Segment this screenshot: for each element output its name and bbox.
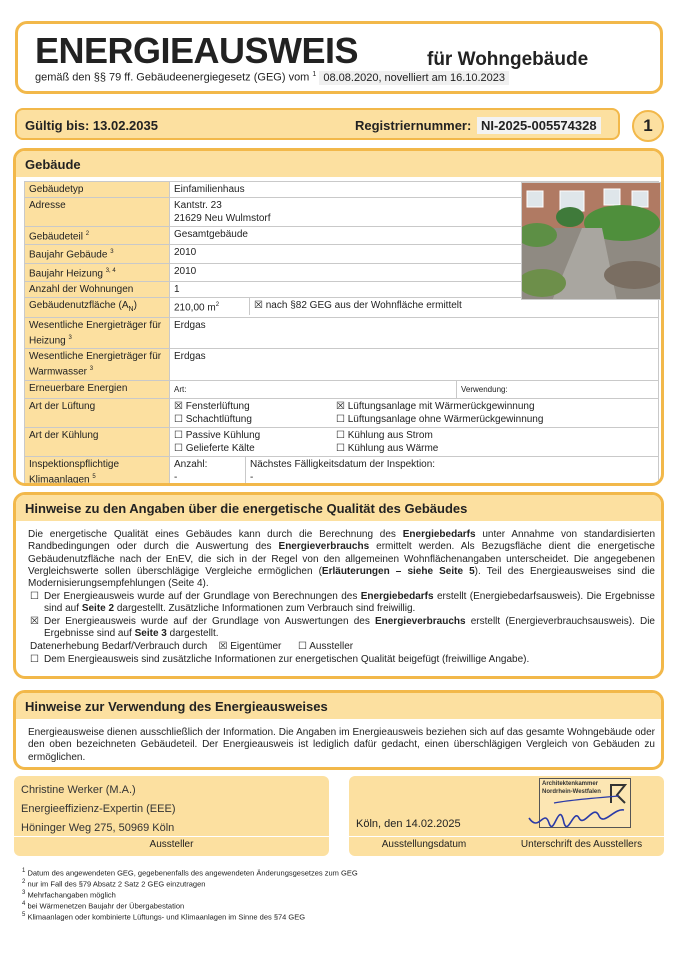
aussteller-checkbox[interactable]: ☐ (298, 641, 307, 652)
lueftung-cell (170, 398, 659, 427)
registration-number: NI-2025-005574328 (477, 117, 601, 134)
issuer-address: Höninger Weg 275, 50969 Köln (21, 822, 175, 834)
flaeche-note: nach §82 GEG aus der Wohnfläche ermittelt (265, 299, 462, 311)
document-header (15, 21, 663, 94)
footnote-4-number: 4 (22, 901, 26, 907)
option-zusatz-text: Dem Energieausweis sind zusätzliche Informationen zur energetischen Qualität beigefügt (freiwillige Angabe). (44, 654, 530, 665)
valid-value: 13.02.2035 (92, 118, 158, 133)
table-row (25, 297, 659, 317)
law-footnote-mark: 1 (312, 71, 317, 78)
signature-box (349, 776, 664, 856)
et-ww-label-text: Wesentliche Energieträger für Warmwasser (29, 351, 162, 378)
baujahr-label (25, 245, 170, 263)
erneuerbar-label: Erneuerbare Energien (25, 380, 170, 398)
flaeche-label-b: ) (133, 299, 137, 311)
law-dates: 08.08.2020, novelliert am 16.10.2023 (319, 71, 509, 85)
erneuerbar-art: Art: (170, 381, 457, 398)
option-verbrauch-b: Energieverbrauchs (374, 616, 466, 627)
footnote-2 (22, 878, 662, 889)
datenerhebung (30, 641, 655, 653)
heizung-sup: 3, 4 (105, 267, 116, 274)
option-bedarf-a: Der Energieausweis wurde auf der Grundlage von Berechnungen des (44, 591, 361, 602)
wohnungen-label: Anzahl der Wohnungen (25, 281, 170, 297)
valid-until (25, 118, 158, 134)
kuehlung-1-checkbox[interactable]: ☐ (336, 429, 345, 441)
heizung-label (25, 263, 170, 281)
table-row (25, 317, 659, 348)
building-section (13, 148, 664, 486)
hinweise-intro (28, 529, 655, 590)
klima-cell (170, 456, 659, 486)
lueftung-2-checkbox[interactable]: ☐ (174, 413, 183, 425)
erneuerbar-verwendung: Verwendung: (461, 384, 508, 394)
flaeche-cell (170, 297, 659, 317)
issue-date: Köln, den 14.02.2025 (356, 818, 461, 830)
option-zusatz-checkbox[interactable]: ☐ (30, 654, 39, 665)
table-row (25, 398, 659, 427)
option-verbrauch-d: Seite 3 (134, 628, 167, 640)
option-bedarf-b: Energiebedarfs (360, 591, 434, 602)
adresse-line1: Kantstr. 23 (174, 200, 222, 211)
footnote-2-number: 2 (22, 879, 26, 885)
option-verbrauch-c: erstellt (Energieverbrauchsausweis). Die Ergebnisse sind auf (44, 616, 655, 640)
kuehlung-cell (170, 427, 659, 456)
klima-datum-label: Nächstes Fälligkeitsdatum der Inspektion: (250, 458, 436, 470)
kuehlung-1-label: Kühlung aus Strom (347, 429, 433, 441)
law-prefix: gemäß den §§ 79 ff. Gebäudeenergiegesetz (GEG) vom (35, 71, 310, 84)
kuehlung-3-label: Kühlung aus Wärme (347, 442, 439, 454)
eigentuemer-label: Eigentümer (230, 641, 282, 652)
option-bedarf (30, 591, 655, 616)
lueftung-3-checkbox[interactable]: ☐ (336, 413, 345, 425)
teil-label (25, 227, 170, 245)
lueftung-1-checkbox[interactable]: ☒ (336, 400, 345, 412)
lueftung-0-label: Fensterlüftung (185, 400, 250, 412)
kuehlung-0-checkbox[interactable]: ☐ (174, 429, 183, 441)
table-row (25, 380, 659, 398)
stamp-line1: Architektenkammer (542, 781, 599, 787)
signature-scribble-icon (524, 788, 634, 838)
building-photo (521, 182, 661, 300)
baujahr-value: 2010 (170, 245, 659, 263)
table-row (25, 349, 659, 380)
et-ww-value: Erdgas (170, 349, 659, 380)
signature-label: Unterschrift des Ausstellers (520, 839, 643, 850)
heizung-label-text: Baujahr Heizung (29, 267, 103, 279)
hinweise-p1: Die energetische Qualität eines Gebäudes kann durch die Berechnung des (28, 529, 403, 540)
footnote-3-text: Mehrfachangaben möglich (27, 890, 116, 900)
document-title: ENERGIEAUSWEIS (35, 30, 359, 71)
kuehlung-0-label: Passive Kühlung (185, 429, 261, 441)
et-heizung-label-text: Wesentliche Energieträger für Heizung (29, 319, 162, 347)
table-row (25, 427, 659, 456)
adresse-label: Adresse (25, 198, 170, 227)
option-verbrauch-checkbox[interactable]: ☒ (30, 616, 39, 627)
footnote-1-text: Datum des angewendeten GEG, gegebenenfalls des angewendeten Änderungsgesetzes zum GEG (27, 868, 358, 878)
kuehlung-2-checkbox[interactable]: ☐ (174, 442, 183, 454)
heizung-value: 2010 (170, 263, 659, 281)
adresse-line2: 21629 Neu Wulmstorf (174, 213, 271, 224)
teil-value: Gesamtgebäude (170, 227, 659, 245)
footnote-3 (22, 889, 662, 900)
klima-sup: 5 (92, 473, 96, 480)
hinweise-p4: ). Teil des Energieausweises sind die Modernisierungsempfehlungen (Seite 4). (28, 565, 655, 590)
registration (355, 118, 601, 134)
wohnungen-value: 1 (170, 281, 659, 297)
typ-label: Gebäudetyp (25, 182, 170, 198)
teil-label-text: Gebäudeteil (29, 231, 83, 243)
footnote-5 (22, 911, 662, 922)
et-ww-label (25, 349, 170, 380)
flaeche-sup: 2 (215, 301, 220, 308)
footnote-4-text: bei Wärmenetzen Baujahr der Übergabestation (27, 901, 185, 911)
klima-anzahl-label: Anzahl: (174, 458, 208, 470)
lueftung-2-label: Schachtlüftung (185, 413, 252, 425)
option-bedarf-e: dargestellt. Zusätzliche Informationen zum Verbrauch sind freiwillig. (114, 603, 416, 615)
flaeche-checkbox[interactable]: ☒ (254, 299, 263, 311)
option-bedarf-d: Seite 2 (81, 603, 115, 615)
house-photo-illustration (522, 183, 661, 300)
registration-label: Registriernummer: (355, 118, 472, 133)
table-row (25, 456, 659, 486)
flaeche-label (25, 297, 170, 317)
footnote-5-text: Klimaanlagen oder kombinierte Lüftungs- und Klimaanlagen im Sinne des §74 GEG (27, 912, 306, 922)
validity-bar (15, 108, 620, 140)
datenerhebung-label: Datenerhebung Bedarf/Verbrauch durch (30, 641, 208, 652)
page-number: 1 (632, 110, 664, 142)
issuer-name: Christine Werker (M.A.) (21, 784, 136, 796)
et-heizung-value: Erdgas (170, 317, 659, 348)
stamp-line2: Nordrhein-Westfalen (542, 789, 601, 795)
klima-datum-value: - (250, 471, 254, 483)
footnote-1-number: 1 (22, 868, 26, 874)
flaeche-label-n: N (128, 305, 134, 313)
footnotes (22, 867, 662, 922)
issuer-box (14, 776, 329, 856)
valid-label: Gültig bis: (25, 118, 90, 133)
baujahr-label-text: Baujahr Gebäude (29, 249, 108, 261)
hinweise-p3-bold: Erläuterungen – siehe Seite 5 (321, 565, 475, 577)
building-section-title: Gebäude (16, 151, 661, 177)
hinweise-section-title: Hinweise zu den Angaben über die energetische Qualität des Gebäudes (16, 495, 661, 521)
footnote-4 (22, 900, 662, 911)
eigentuemer-checkbox[interactable]: ☒ (218, 641, 228, 652)
issuer-label: Aussteller (149, 839, 194, 850)
option-bedarf-c: erstellt (Energiebedarfsausweis). Die Ergebnisse sind auf (44, 591, 655, 615)
option-verbrauch-a: Der Energieausweis wurde auf der Grundlage von Auswertungen des (44, 616, 375, 627)
baujahr-sup: 3 (110, 249, 114, 256)
hinweise-p2-bold: Energieverbrauchs (278, 541, 370, 553)
signature-divider (349, 836, 664, 837)
footnote-1 (22, 867, 662, 878)
option-zusatz (30, 654, 655, 666)
klima-anzahl-value: - (174, 471, 178, 483)
verwendung-section-title: Hinweise zur Verwendung des Energieausweises (16, 693, 661, 719)
footnote-5-number: 5 (22, 912, 26, 918)
klima-label (25, 456, 170, 486)
verwendung-text: Energieausweise dienen ausschließlich der Information. Die Angaben im Energieausweis beziehen sich auf das gesamte Wohngebäude oder den oben bezeichneten Gebäudeteil. Der Energieausweis ist lediglich dafür gedacht, einen überschlägigen Vergleich von Gebäuden zu ermöglichen. (28, 727, 655, 763)
option-verbrauch (30, 616, 655, 641)
footnote-3-number: 3 (22, 890, 26, 896)
lueftung-3-label: Lüftungsanlage ohne Wärmerückgewinnung (347, 413, 544, 425)
lueftung-1-label: Lüftungsanlage mit Wärmerückgewinnung (347, 400, 535, 412)
aussteller-option-label: Aussteller (309, 641, 354, 652)
issuer-divider (14, 836, 329, 837)
teil-sup: 2 (85, 231, 90, 237)
option-bedarf-checkbox[interactable]: ☐ (30, 591, 39, 602)
et-ww-sup: 3 (89, 366, 94, 373)
klima-label-text: Inspektionspflichtige Klimaanlagen (29, 458, 120, 485)
lueftung-label: Art der Lüftung (25, 398, 170, 427)
hinweise-p2: unter Annahme von standardisierten Randbedingungen oder durch die Auswertung des (28, 529, 656, 553)
et-heizung-sup: 3 (68, 334, 72, 341)
lueftung-0-checkbox[interactable]: ☒ (174, 400, 183, 412)
kuehlung-label: Art der Kühlung (25, 427, 170, 456)
kuehlung-2-label: Gelieferte Kälte (185, 442, 255, 454)
et-heizung-label (25, 317, 170, 348)
erneuerbar-cell (170, 380, 659, 398)
option-verbrauch-e: dargestellt. (166, 628, 219, 640)
hinweise-section (13, 492, 664, 679)
document-subtitle: für Wohngebäude (427, 49, 589, 70)
hinweise-p1-bold: Energiebedarfs (402, 529, 476, 540)
flaeche-value: 210,00 m (174, 302, 216, 314)
flaeche-label-a: Gebäudenutzfläche (A (29, 299, 129, 311)
footnote-2-text: nur im Fall des §79 Absatz 2 Satz 2 GEG einzutragen (27, 879, 206, 889)
verwendung-section (13, 690, 664, 770)
law-reference (35, 71, 509, 85)
hinweise-p3: ermittelt werden. Als Bezugsfläche dient die energetische Gebäudenutzfläche nach der EnEV, die sich in der Regel von den allgemeinen Wohnflächenangaben unterscheidet. Die angegebenen Vergleichswerte sollen überschlägige Vergleiche ermöglichen ( (28, 541, 655, 577)
issue-date-label: Ausstellungsdatum (381, 839, 467, 850)
typ-value: Einfamilienhaus (170, 182, 659, 198)
issuer-title: Energieeffizienz-Expertin (EEE) (21, 803, 176, 815)
kuehlung-3-checkbox[interactable]: ☐ (336, 442, 345, 454)
